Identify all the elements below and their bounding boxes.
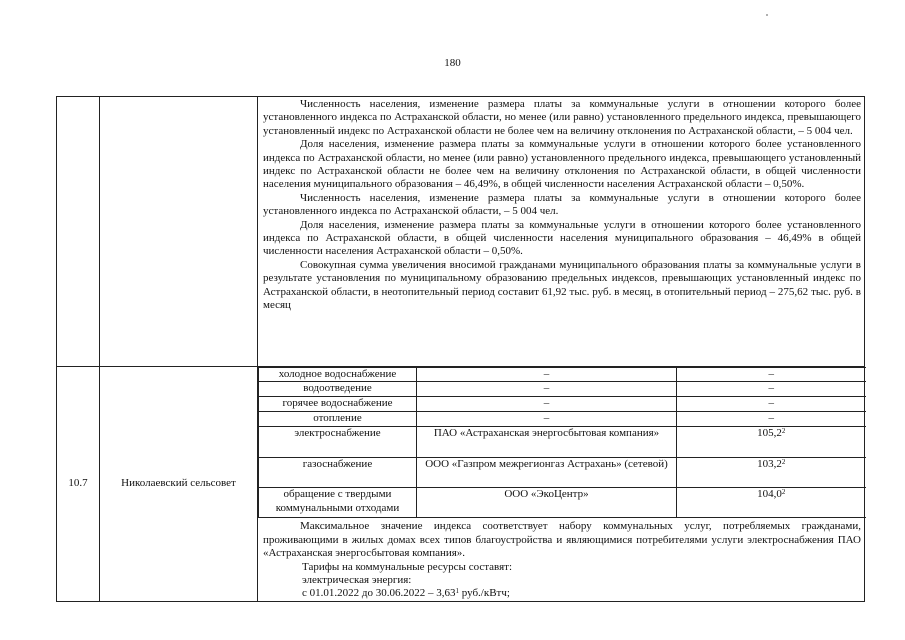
service-name: газоснабжение	[259, 458, 417, 488]
service-row	[259, 397, 866, 412]
service-name: холодное водоснабжение	[259, 368, 417, 382]
row-name-cell	[100, 97, 258, 367]
provider: –	[417, 412, 677, 427]
provider: ПАО «Астраханская энергосбытовая компания»	[417, 427, 677, 458]
service-row	[259, 412, 866, 427]
paragraph: Численность населения, изменение размера платы за коммунальные услуги в отношении которого более установленного индекса по Астраханской области, но менее (или равно) установленного предельного индекса, превышающего установленный индекс по Астраханской области не более чем на величину отклонения по Астраханской области, – 5 004 чел.	[263, 98, 861, 137]
municipality-name: Николаевский сельсовет	[100, 367, 258, 602]
services-cell	[258, 367, 865, 602]
paragraph: Совокупная сумма увеличения вносимой гражданами муниципального образования платы за коммунальные услуги в результате установления по муниципальному образованию предельных индексов, превышающих установленный индекс по Астраханской области, в неотопительный период составит 61,92 тыс. руб. в месяц, в отопительный период – 275,62 тыс. руб. в месяц	[263, 258, 861, 312]
provider: –	[417, 382, 677, 397]
paragraph: электрическая энергия:	[302, 574, 412, 587]
services-table	[258, 367, 866, 518]
tariff-text	[258, 518, 864, 600]
service-name: водоотведение	[259, 382, 417, 397]
index-value: 105,2$^2$	[677, 427, 866, 458]
paragraph: Максимальное значение индекса соответствует набору коммунальных услуг, потребляемых гражданами, проживающими в жилых домах всех типов благоустройства и являющимися потребителями услуги электроснабжения ПАО «Астраханская энергосбытовая компания».	[263, 520, 861, 560]
scan-speck	[766, 14, 768, 16]
service-row	[259, 368, 866, 382]
document-table	[56, 96, 865, 602]
table-row	[57, 97, 865, 367]
tariff-line: с 01.01.2022 до 30.06.2022 – 3,63$^1$ руб./кВтч;	[302, 587, 510, 600]
index-value: –	[677, 397, 866, 412]
paragraph: Доля населения, изменение размера платы за коммунальные услуги в отношении которого более установленного индекса по Астраханской области, в общей численности населения муниципального образования – 46,49% в общей численности населения Астраханской области – 0,50%.	[263, 218, 861, 258]
service-name: отопление	[259, 412, 417, 427]
index-value: –	[677, 412, 866, 427]
footnote-mark: 2	[781, 427, 786, 436]
provider: ООО «Газпром межрегионгаз Астрахань» (сетевой)	[417, 458, 677, 488]
index-value: –	[677, 368, 866, 382]
paragraph: Тарифы на коммунальные ресурсы составят:	[302, 560, 513, 573]
paragraph: Доля населения, изменение размера платы за коммунальные услуги в отношении которого более установленного индекса по Астраханской области, но менее (или равно) установленного предельного индекса, превышающего установленный индекс по Астраханской области не более чем на величину отклонения по Астраханской области, в общей численности населения муниципального образования – 46,49%, в общей численности населения Астраханской области – 0,50%.	[263, 138, 861, 191]
footnote-mark: 1	[455, 587, 459, 596]
row-number: 10.7	[57, 367, 100, 602]
provider: ООО «ЭкоЦентр»	[417, 488, 677, 518]
service-row	[259, 488, 866, 518]
page-number: 180	[444, 57, 461, 69]
service-name: горячее водоснабжение	[259, 397, 417, 412]
paragraph: Численность населения, изменение размера платы за коммунальные услуги в отношении которого более установленного индекса по Астраханской области, – 5 004 чел.	[263, 191, 861, 218]
index-value: –	[677, 382, 866, 397]
row-number-cell	[57, 97, 100, 367]
provider: –	[417, 368, 677, 382]
footnote-mark: 2	[781, 488, 786, 497]
table-row	[57, 367, 865, 602]
index-value: 103,2$^2$	[677, 458, 866, 488]
text-cell	[258, 97, 865, 367]
service-row	[259, 427, 866, 458]
provider: –	[417, 397, 677, 412]
service-name: электроснабжение	[259, 427, 417, 458]
service-name: обращение с твердыми коммунальными отходами	[259, 488, 417, 518]
index-value: 104,0$^2$	[677, 488, 866, 518]
service-row	[259, 458, 866, 488]
footnote-mark: 2	[781, 458, 786, 467]
service-row	[259, 382, 866, 397]
